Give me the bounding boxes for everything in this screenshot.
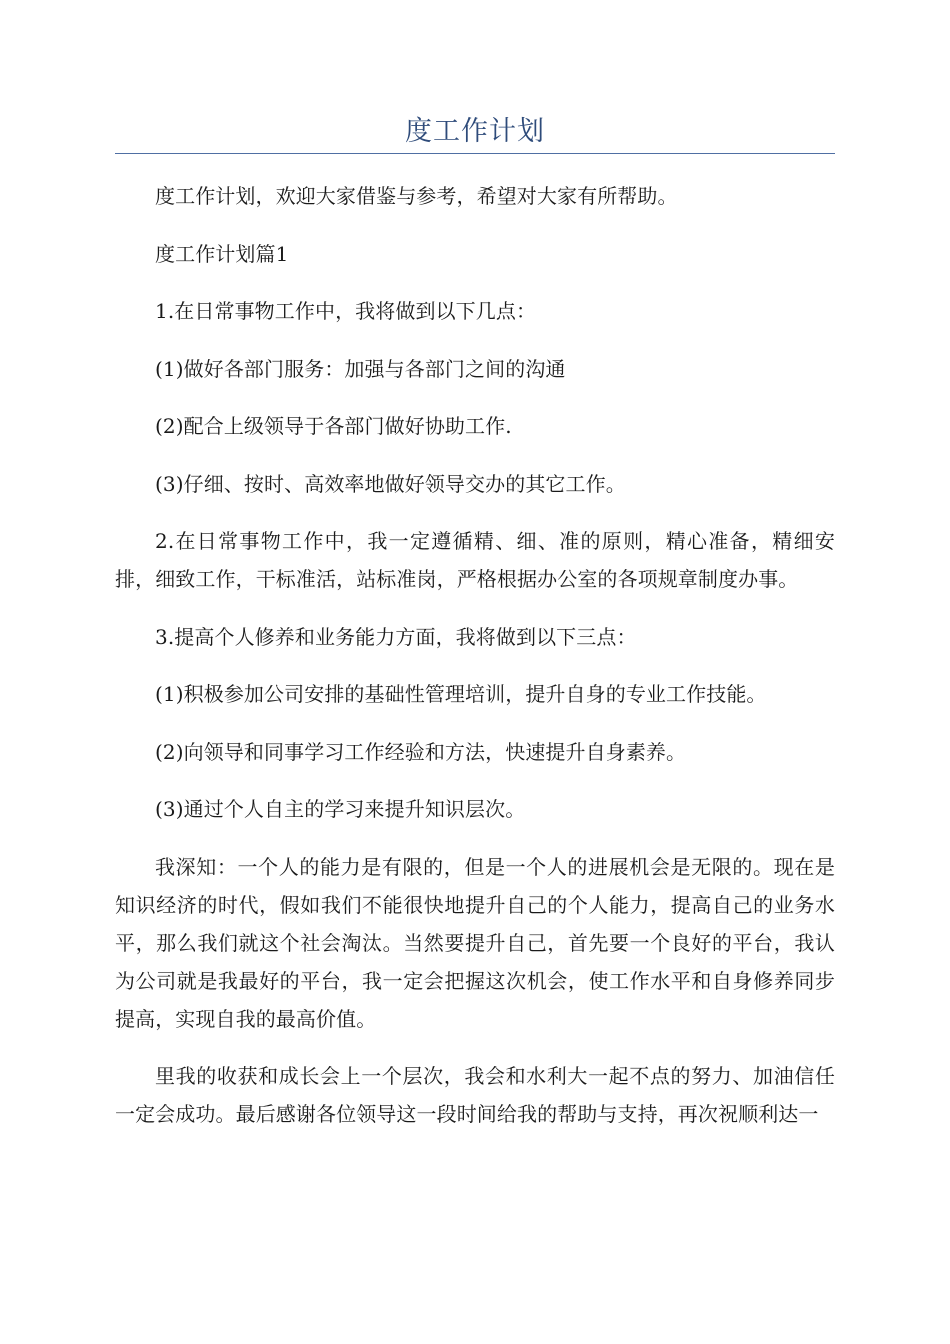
paragraph-closing: 里我的收获和成长会上一个层次，我会和水利大一起不点的努力、加油信任一定会成功。最后感谢各位领导这一段时间给我的帮助与支持，再次祝顺利达一 xyxy=(115,1064,835,1126)
document-body xyxy=(115,177,835,1153)
paragraph-intro: 度工作计划，欢迎大家借鉴与参考，希望对大家有所帮助。 xyxy=(155,184,678,208)
title-underline xyxy=(115,153,835,154)
paragraph-item-3: 3.提高个人修养和业务能力方面，我将做到以下三点： xyxy=(155,624,637,649)
document-title: 度工作计划 xyxy=(405,116,545,147)
paragraph-item-2: 2.在日常事物工作中，我一定遵循精、细、准的原则，精心准备，精细安排，细致工作，干标准活，站标准岗，严格根据办公室的各项规章制度办事。 xyxy=(115,529,835,591)
paragraph-item-1-2: (2)配合上级领导于各部门做好协助工作. xyxy=(155,414,512,438)
paragraph-item-1-1: (1)做好各部门服务：加强与各部门之间的沟通 xyxy=(155,356,566,381)
paragraph-item-1: 1.在日常事物工作中，我将做到以下几点： xyxy=(155,299,537,323)
paragraph-item-3-2: (2)向领导和同事学习工作经验和方法，快速提升自身素养。 xyxy=(155,739,687,764)
paragraph-section-heading: 度工作计划篇1 xyxy=(155,241,289,266)
paragraph-item-1-3: (3)仔细、按时、高效率地做好领导交办的其它工作。 xyxy=(155,471,626,496)
paragraph-reflection: 我深知：一个人的能力是有限的，但是一个人的进展机会是无限的。现在是知识经济的时代，假如我们不能很快地提升自己的个人能力，提高自己的业务水平，那么我们就这个社会淘汰。当然要提升自己，首先要一个良好的平台，我认为公司就是我最好的平台，我一定会把握这次机会，使工作水平和自身修养同步提高，实现自我的最高价值。 xyxy=(115,854,835,1031)
paragraph-item-3-3: (3)通过个人自主的学习来提升知识层次。 xyxy=(155,797,526,821)
paragraph-item-3-1: (1)积极参加公司安排的基础性管理培训，提升自身的专业工作技能。 xyxy=(155,682,767,706)
